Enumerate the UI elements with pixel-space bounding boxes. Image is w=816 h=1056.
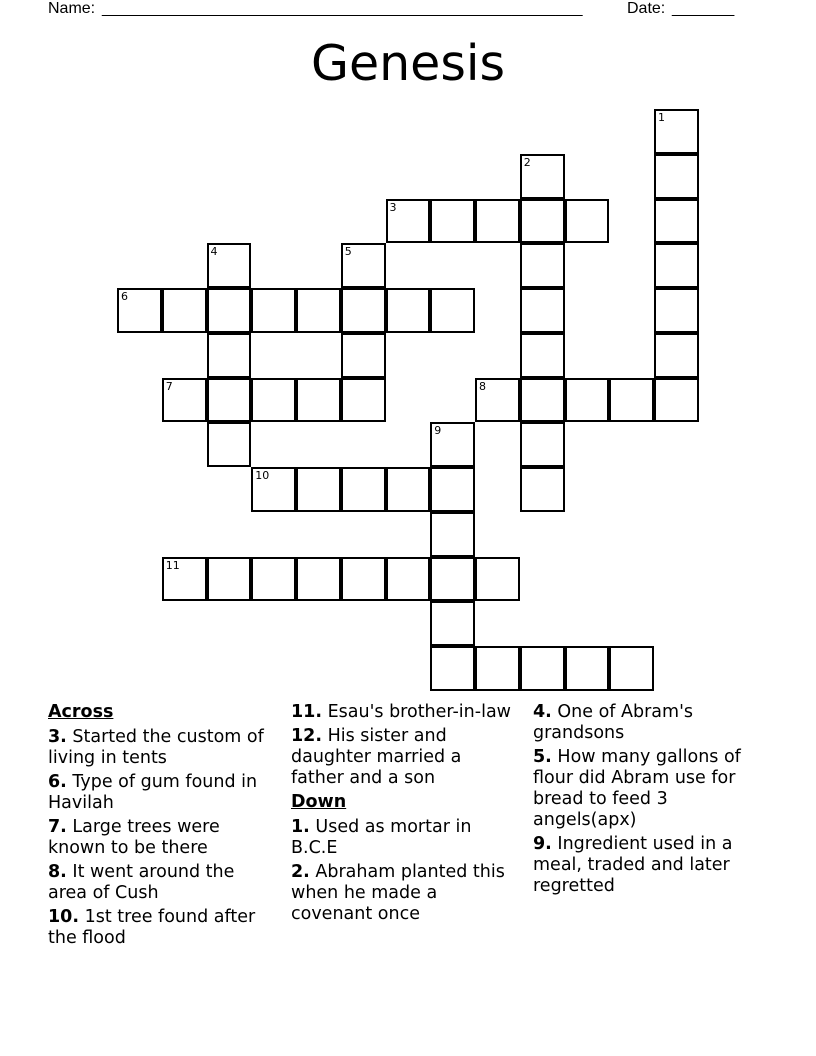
- clue-item: [533, 747, 758, 831]
- grid-cell[interactable]: [520, 467, 565, 512]
- clues-column-1: [48, 702, 273, 952]
- grid-cell[interactable]: [296, 288, 341, 333]
- clue-number: 11.: [291, 702, 323, 722]
- clue-item: [291, 702, 516, 723]
- clue-number: 6.: [48, 772, 67, 792]
- clue-text: His sister and daughter married a father and a son: [291, 726, 462, 788]
- grid-cell[interactable]: [430, 467, 475, 512]
- grid-cell[interactable]: [296, 467, 341, 512]
- cell-number: 1: [658, 111, 665, 124]
- grid-cell[interactable]: [162, 557, 207, 602]
- grid-cell[interactable]: [207, 422, 252, 467]
- date-field[interactable]: _______: [672, 0, 735, 17]
- across-heading: Across: [48, 702, 114, 722]
- clue-item: [48, 862, 273, 904]
- cell-number: 5: [344, 245, 352, 259]
- clue-number: 3.: [48, 727, 67, 747]
- grid-cell[interactable]: [341, 557, 386, 602]
- grid-cell[interactable]: [520, 199, 565, 244]
- across-clue-list-cont: [291, 702, 516, 789]
- grid-cell[interactable]: [251, 288, 296, 333]
- grid-cell[interactable]: [430, 288, 475, 333]
- clue-text: One of Abram's grandsons: [533, 702, 694, 743]
- clue-text: Abraham planted this when he made a covenant once: [291, 862, 505, 924]
- grid-cell[interactable]: [430, 601, 475, 646]
- clue-text: Started the custom of living in tents: [48, 727, 264, 768]
- grid-cell[interactable]: [520, 288, 565, 333]
- grid-cell[interactable]: [296, 378, 341, 423]
- down-clue-list-cont: [533, 702, 758, 897]
- clue-number: 9.: [533, 834, 552, 854]
- clue-number: 5.: [533, 747, 552, 767]
- grid-cell[interactable]: [475, 378, 520, 423]
- grid-cell[interactable]: [430, 512, 475, 557]
- grid-cell[interactable]: [520, 154, 565, 199]
- clue-item: [291, 817, 516, 859]
- clue-text: 1st tree found after the flood: [48, 907, 256, 948]
- grid-cell[interactable]: [430, 557, 475, 602]
- clue-text: Esau's brother-in-law: [327, 702, 511, 722]
- grid-cell[interactable]: [386, 467, 431, 512]
- grid-cell[interactable]: [341, 467, 386, 512]
- clues-column-3: [533, 702, 758, 900]
- clue-number: 12.: [291, 726, 323, 746]
- grid-cell[interactable]: [430, 199, 475, 244]
- clue-text: Ingredient used in a meal, traded and later regretted: [533, 834, 733, 896]
- grid-cell[interactable]: [341, 378, 386, 423]
- grid-cell[interactable]: [565, 646, 610, 691]
- name-label: Name:: [48, 0, 96, 17]
- grid-cell[interactable]: [341, 243, 386, 288]
- clue-text: Large trees were known to be there: [48, 817, 220, 858]
- clues-column-2: [291, 702, 516, 928]
- grid-cell[interactable]: [207, 378, 252, 423]
- grid-cell[interactable]: [520, 333, 565, 378]
- clue-item: [48, 907, 273, 949]
- cell-number: 3: [389, 200, 397, 214]
- cell-number: 4: [210, 245, 218, 259]
- grid-cell[interactable]: [654, 109, 699, 154]
- grid-cell[interactable]: [162, 288, 207, 333]
- grid-cell[interactable]: [296, 557, 341, 602]
- grid-cell[interactable]: [341, 288, 386, 333]
- grid-cell[interactable]: [565, 378, 610, 423]
- cell-number: 7: [165, 379, 173, 393]
- clue-item: [48, 817, 273, 859]
- clue-item: [533, 702, 758, 744]
- grid-cell[interactable]: [654, 154, 699, 199]
- down-clue-list: [291, 817, 516, 925]
- clue-number: 4.: [533, 702, 552, 722]
- page-title: Genesis: [311, 35, 505, 92]
- cell-number: 11: [165, 558, 180, 572]
- across-clue-list: [48, 727, 273, 949]
- grid-cell[interactable]: [520, 422, 565, 467]
- grid-cell[interactable]: [520, 243, 565, 288]
- cell-number: 10: [255, 469, 270, 482]
- clue-number: 7.: [48, 817, 67, 837]
- clue-item: [533, 834, 758, 897]
- grid-cell[interactable]: [654, 199, 699, 244]
- cell-number: 8: [479, 379, 486, 393]
- grid-cell[interactable]: [654, 378, 699, 423]
- grid-cell[interactable]: [475, 199, 520, 244]
- grid-cell[interactable]: [475, 646, 520, 691]
- grid-cell[interactable]: [207, 288, 252, 333]
- clue-item: [291, 726, 516, 789]
- grid-cell[interactable]: [251, 378, 296, 423]
- cell-number: 6: [121, 290, 128, 303]
- clue-item: [48, 772, 273, 814]
- grid-cell[interactable]: [654, 243, 699, 288]
- grid-cell[interactable]: [609, 378, 654, 423]
- grid-cell[interactable]: [654, 333, 699, 378]
- name-field[interactable]: ______________________________________________________: [102, 0, 583, 17]
- grid-cell[interactable]: [565, 199, 610, 244]
- grid-cell[interactable]: [207, 243, 252, 288]
- clue-number: 8.: [48, 862, 67, 882]
- cell-number: 9: [434, 424, 442, 438]
- grid-cell[interactable]: [430, 646, 475, 691]
- grid-cell[interactable]: [609, 646, 654, 691]
- grid-cell[interactable]: [251, 467, 296, 512]
- grid-cell[interactable]: [117, 288, 162, 333]
- grid-cell[interactable]: [386, 557, 431, 602]
- grid-cell[interactable]: [386, 199, 431, 244]
- clue-text: Type of gum found in Havilah: [48, 772, 258, 813]
- grid-cell[interactable]: [341, 333, 386, 378]
- clue-item: [291, 862, 516, 925]
- grid-cell[interactable]: [386, 288, 431, 333]
- clue-number: 10.: [48, 907, 80, 927]
- clue-text: Used as mortar in B.C.E: [291, 817, 472, 858]
- grid-cell[interactable]: [251, 557, 296, 602]
- grid-cell[interactable]: [162, 378, 207, 423]
- cell-number: 2: [523, 155, 531, 169]
- grid-cell[interactable]: [430, 422, 475, 467]
- grid-cell[interactable]: [520, 378, 565, 423]
- grid-cell[interactable]: [654, 288, 699, 333]
- clue-text: It went around the area of Cush: [48, 862, 235, 903]
- clue-text: How many gallons of flour did Abram use for bread to feed 3 angels(apx): [533, 747, 741, 830]
- down-heading: Down: [291, 792, 347, 812]
- grid-cell[interactable]: [475, 557, 520, 602]
- clue-number: 2.: [291, 862, 310, 882]
- clue-number: 1.: [291, 817, 310, 837]
- date-label: Date:: [627, 0, 666, 17]
- clue-item: [48, 727, 273, 769]
- grid-cell[interactable]: [207, 557, 252, 602]
- grid-cell[interactable]: [207, 333, 252, 378]
- grid-cell[interactable]: [520, 646, 565, 691]
